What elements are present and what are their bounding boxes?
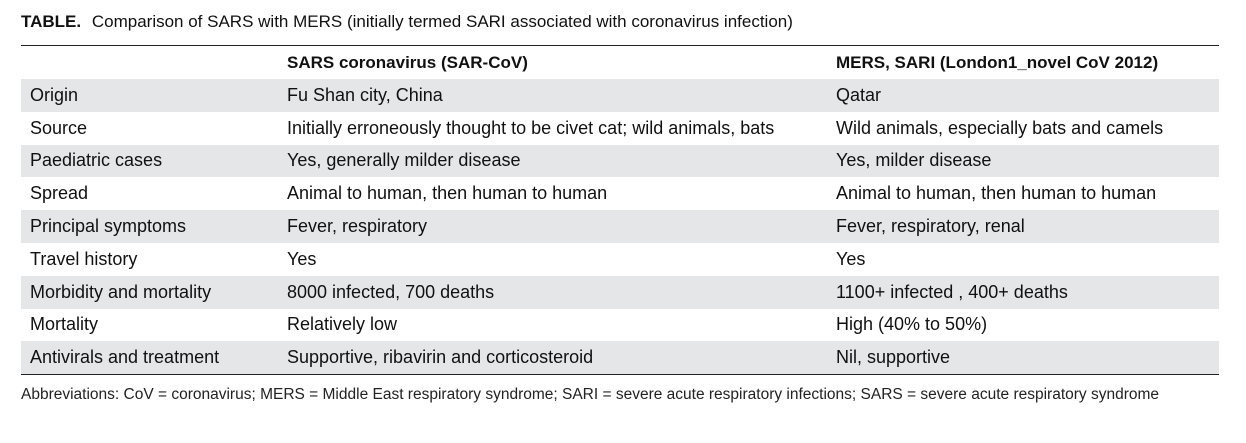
sars-cell: Relatively low	[287, 314, 398, 335]
row-label: Spread	[30, 183, 89, 204]
sars-cell: Yes, generally milder disease	[287, 145, 836, 178]
comparison-table-container	[21, 45, 1219, 375]
mers-cell: Animal to human, then human to human	[836, 183, 1157, 204]
comparison-table	[21, 46, 1219, 375]
sars-cell: Supportive, ribavirin and corticosteroid	[287, 341, 836, 374]
header-row	[21, 46, 1219, 79]
header-empty-cell	[21, 46, 287, 79]
row-label: Origin	[21, 79, 287, 112]
caption-text: Comparison of SARS with MERS (initially termed SARI associated with coronavirus infection)	[91, 12, 793, 31]
row-label: Paediatric cases	[21, 145, 287, 178]
table-header	[21, 46, 1219, 79]
mers-cell: Qatar	[836, 79, 1219, 112]
row-label: Antivirals and treatment	[21, 341, 287, 374]
table-body	[21, 79, 1219, 375]
table-row	[21, 309, 1219, 342]
table-row	[21, 112, 1219, 145]
mers-cell: High (40% to 50%)	[836, 314, 988, 335]
caption-label: TABLE.	[21, 12, 82, 31]
mers-cell: Nil, supportive	[836, 341, 1219, 374]
sars-cell: Yes	[287, 248, 317, 269]
row-label: Source	[30, 117, 88, 138]
sars-cell: 8000 infected, 700 deaths	[287, 276, 836, 309]
table-row	[21, 210, 1219, 243]
mers-cell: Yes	[836, 248, 866, 269]
mers-cell: Fever, respiratory, renal	[836, 210, 1219, 243]
row-label: Travel history	[30, 248, 138, 269]
sars-cell: Fu Shan city, China	[287, 79, 836, 112]
table-row	[21, 341, 1219, 374]
table-row	[21, 145, 1219, 178]
row-label: Principal symptoms	[21, 210, 287, 243]
header-mers: MERS, SARI (London1_novel CoV 2012)	[836, 52, 1159, 72]
mers-cell: Wild animals, especially bats and camels	[836, 117, 1164, 138]
sars-cell: Fever, respiratory	[287, 210, 836, 243]
sars-cell: Initially erroneously thought to be civet cat; wild animals, bats	[287, 117, 775, 138]
table-caption	[21, 11, 793, 33]
mers-cell: 1100+ infected , 400+ deaths	[836, 276, 1219, 309]
row-label: Mortality	[30, 314, 99, 335]
abbreviations-footnote: Abbreviations: CoV = coronavirus; MERS = Middle East respiratory syndrome; SARI = severe acute respiratory infections; SARS = severe acute respiratory syndrome	[21, 386, 1160, 403]
header-sars: SARS coronavirus (SAR-CoV)	[287, 52, 528, 72]
table-row	[21, 276, 1219, 309]
mers-cell: Yes, milder disease	[836, 145, 1219, 178]
table-row	[21, 243, 1219, 276]
table-row	[21, 79, 1219, 112]
sars-cell: Animal to human, then human to human	[287, 183, 608, 204]
row-label: Morbidity and mortality	[21, 276, 287, 309]
table-row	[21, 177, 1219, 210]
